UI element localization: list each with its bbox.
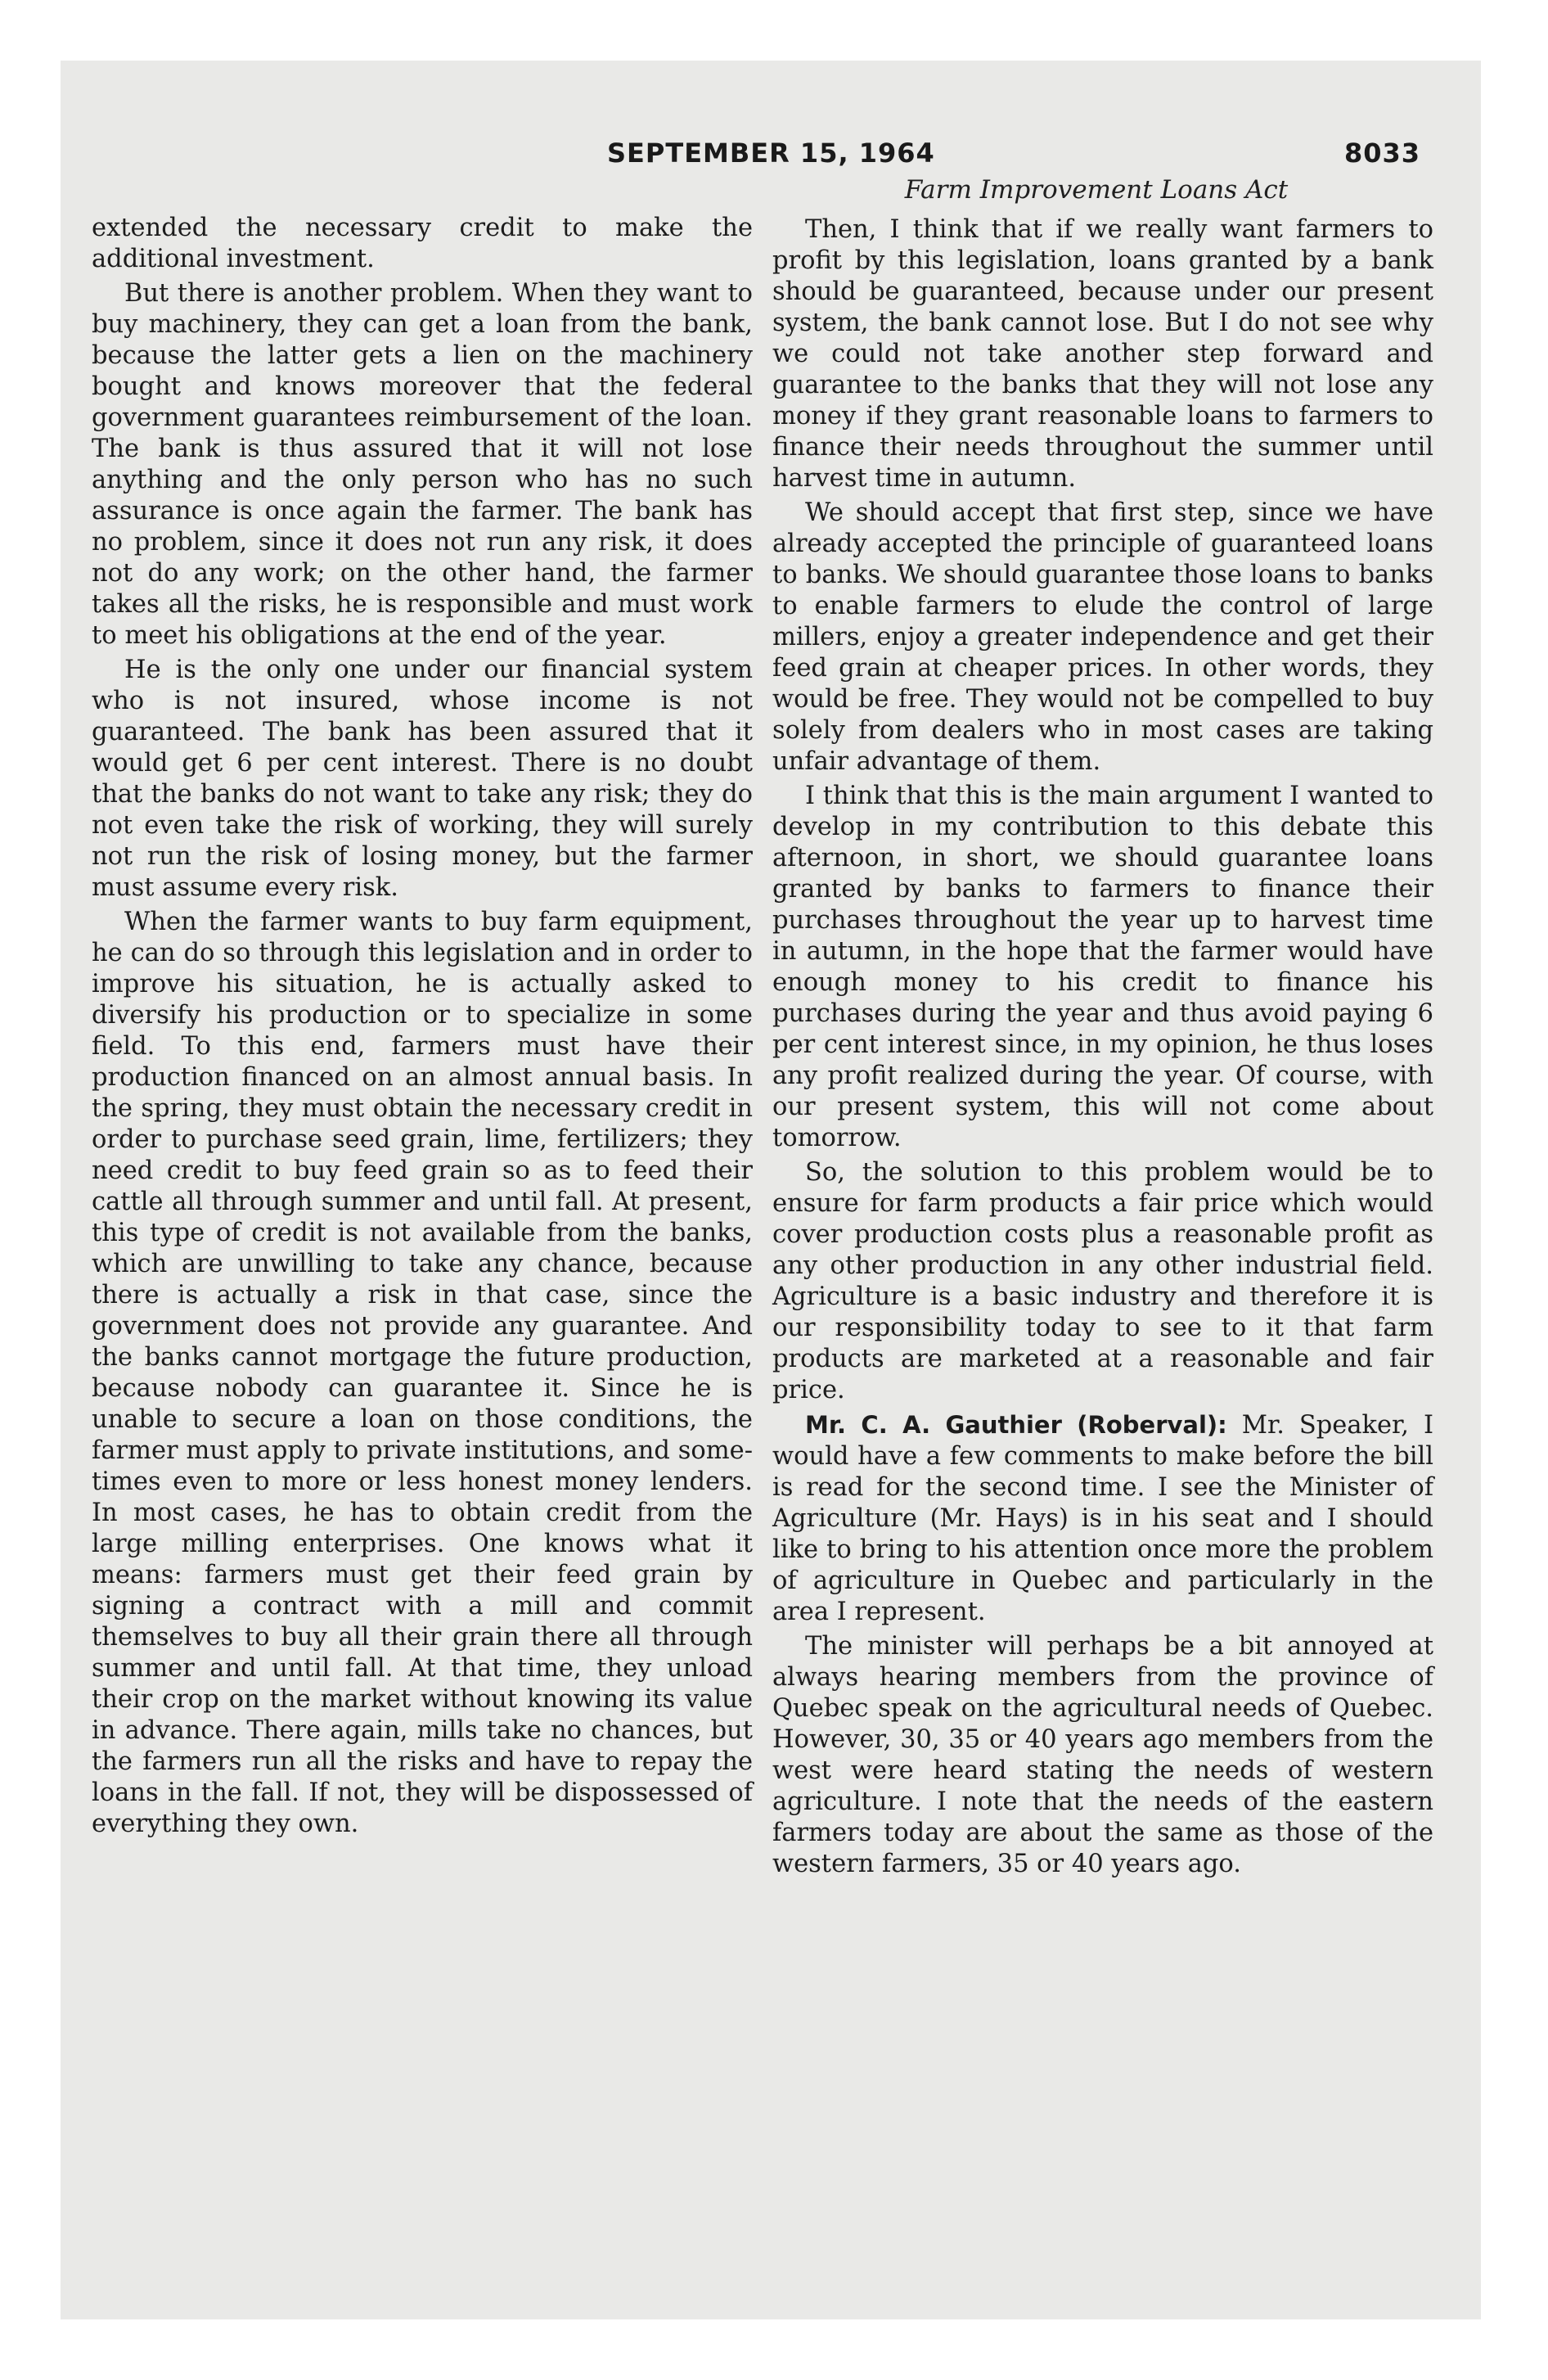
paragraph: Then, I think that if we really want farmers to profit by this legislation, loans granted by a bank should be guaranteed, because under our present system, the bank cannot lose. But I do not see why we could not take another step forward and guarantee to the banks that they will not lose any money if they grant reasonable loans to farmers to finance their needs throughout the summer until harvest time in autumn.: [772, 215, 1433, 493]
page-header: [607, 137, 1420, 174]
paragraph: The minister will perhaps be a bit annoyed at always hearing members from the province of Quebec speak on the agricultural needs of Quebec. However, 30, 35 or 40 years ago members from the west were heard stating the needs of western agriculture. I note that the needs of the eastern farmers today are about the same as those of the western farmers, 35 or 40 years ago.: [772, 1632, 1433, 1878]
speaker-remarks: Mr. Speaker, I would have a few comments to make before the bill is read for the second time. I see the Minister of Agriculture (Mr. Hays) is in his seat and I should like to bring to his attention once more the problem of agriculture in Quebec and particularly in the area I represent.: [772, 1411, 1433, 1626]
speaker-paragraph: [772, 1409, 1433, 1628]
paragraph: When the farmer wants to buy farm equipment, he can do so through this legislation and in order to improve his situation, he is actually asked to diversify his production or to specialize in some field. To this end, farmers must have their production financed on an almost annual basis. In the spring, they must obtain the necessary credit in order to purchase seed grain, lime, fertilizers; they need credit to buy feed grain so as to feed their cattle all through summer and until fall. At present, this type of credit is not available from the banks, which are unwilling to take any chance, because there is actually a risk in that case, since the government does not provide any guarantee. And the banks cannot mortgage the future production, because nobody can guarantee it. Since he is unable to secure a loan on those conditions, the farmer must apply to private institutions, and sometimes even to more or less honest money lenders. In most cases, he has to obtain credit from the large milling enterprises. One knows what it means: farmers must get their feed grain by signing a contract with a mill and commit themselves to buy all their grain there all through summer and until fall. At that time, they unload their crop on the market without knowing its value in advance. There again, mills take no chances, but the farmers run all the risks and have to repay the loans in the fall. If not, they will be dispossessed of everything they own.: [92, 908, 753, 1838]
header-date: SEPTEMBER 15, 1964: [607, 137, 935, 169]
paragraph: extended the necessary credit to make the additional investment.: [92, 214, 753, 273]
speaker-name: Mr. C. A. Gauthier (Roberval):: [805, 1411, 1227, 1439]
page-number: 8033: [1343, 137, 1420, 169]
paragraph: He is the only one under our financial system who is not insured, whose income is not guaranteed. The bank has been assured that it would get 6 per cent interest. There is no doubt that the banks do not want to take any risk; they do not even take the risk of working, they will surely not run the risk of losing money, but the farmer must assume every risk.: [92, 656, 753, 902]
running-title: Farm Improvement Loans Act: [904, 175, 1289, 205]
paragraph: But there is another problem. When they want to buy machinery, they can get a loan from the bank, because the latter gets a lien on the machinery bought and knows moreover that the federal government guarantees reimbursement of the loan. The bank is thus assured that it will not lose anything and the only person who has no such assurance is once again the farmer. The bank has no problem, since it does not run any risk, it does not do any work; on the other hand, the farmer takes all the risks, he is responsible and must work to meet his obligations at the end of the year.: [92, 279, 753, 650]
paragraph: I think that this is the main argument I wanted to develop in my contribution to this debate this afternoon, in short, we should guarantee loans granted by banks to farmers to finance their purchases throughout the year up to harvest time in autumn, in the hope that the farmer would have enough money to his credit to finance his purchases during the year and thus avoid paying 6 per cent interest since, in my opinion, he thus loses any profit realized during the year. Of course, with our present system, this will not come about tomorrow.: [772, 782, 1433, 1152]
paragraph: We should accept that first step, since we have already accepted the principle of guaranteed loans to banks. We should guarantee those loans to banks to enable farmers to elude the control of large millers, enjoy a greater independence and get their feed grain at cheaper prices. In other words, they would be free. They would not be compelled to buy solely from dealers who in most cases are taking unfair advantage of them.: [772, 498, 1433, 776]
left-column: [92, 213, 753, 1843]
right-column: [772, 214, 1433, 1883]
paragraph: So, the solution to this problem would be to ensure for farm products a fair price which would cover production costs plus a reasonable profit as any other production in any other industrial field. Agriculture is a basic industry and therefore it is our responsibility today to see to it that farm products are marketed at a reasonable and fair price.: [772, 1158, 1433, 1404]
